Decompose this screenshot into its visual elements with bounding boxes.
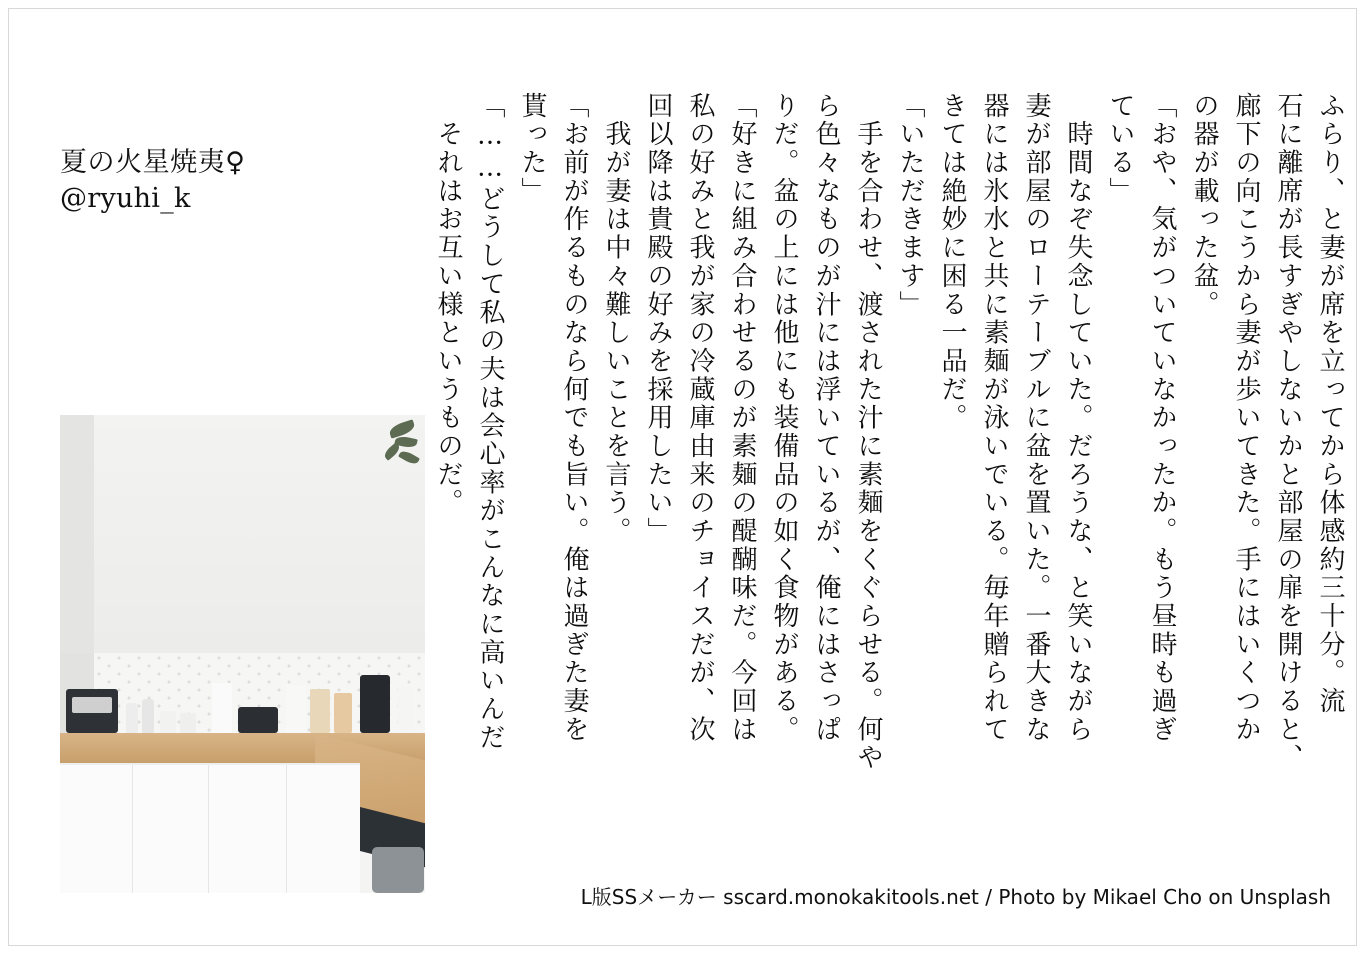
story-line: 「お前が作るものなら何でも旨い。俺は過ぎた妻を [559, 92, 589, 744]
story-line: 「好きに組み合わせるのが素麺の醍醐味だ。今回は [727, 92, 757, 744]
story-line: 器には氷水と共に素麺が泳いでいる。毎年贈られて [979, 92, 1009, 744]
story-line: 我が妻は中々難しいことを言う。 [601, 92, 631, 546]
photo-stool [372, 847, 424, 893]
photo-wall-side [60, 415, 94, 653]
photo-cabinets [60, 763, 360, 893]
author-handle: @ryuhi_k [60, 183, 191, 215]
story-line: 廊下の向こうから妻が歩いてきた。手にはいくつか [1231, 92, 1261, 744]
author-block [60, 145, 420, 218]
story-line: ふらり、と妻が席を立ってから体感約三十分。流 [1315, 92, 1345, 716]
kitchen-photo [60, 415, 425, 893]
story-line: きては絶妙に困る一品だ。 [937, 92, 967, 433]
story-line: 私の好みと我が家の冷蔵庫由来のチョイスだが、次 [685, 92, 715, 744]
footer-credit: L版SSメーカー sscard.monokakitools.net / Photo by Mikael Cho on Unsplash [580, 885, 1331, 909]
jar-object [160, 711, 176, 733]
canister-object [286, 685, 306, 733]
photo-counter-objects [60, 667, 425, 733]
story-line: それはお互い様というものだ。 [433, 92, 463, 518]
story-line: 時間なぞ失念していた。だろうな、と笑いながら [1063, 92, 1093, 744]
page-title: 夏の火星焼夷♀ [60, 147, 246, 178]
story-line: の器が載った盆。 [1189, 92, 1219, 319]
story-text [433, 92, 1345, 882]
plant-icon [375, 421, 421, 473]
story-line: 妻が部屋のローテーブルに盆を置いた。一番大きな [1021, 92, 1051, 744]
bottle-object [398, 687, 414, 733]
bottle-object [126, 703, 138, 733]
coffee-machine-object [360, 675, 390, 733]
canister-object [310, 689, 330, 733]
jar-object [180, 713, 196, 733]
story-line: 貰った」 [517, 92, 547, 206]
bottle-object [142, 699, 154, 733]
kettle-object [238, 707, 278, 733]
toaster-object [66, 689, 118, 733]
story-line: ら色々なものが汁には浮いているが、俺にはさっぱ [811, 92, 841, 744]
photo-wall [60, 415, 425, 653]
story-line: 石に離席が長すぎやしないかと部屋の扉を開けると、 [1273, 92, 1303, 773]
story-line: ている」 [1105, 92, 1135, 206]
story-line: 回以降は貴殿の好みを採用したい」 [643, 92, 673, 546]
story-line: 「おや、気がついていなかったか。もう昼時も過ぎ [1147, 92, 1177, 744]
story-line: 手を合わせ、渡された汁に素麺をくぐらせる。何や [853, 92, 883, 773]
canister-object [334, 693, 352, 733]
story-line: 「……どうして私の夫は会心率がこんなに高いんだ [475, 92, 505, 752]
canister-object [212, 683, 232, 733]
story-line: 「いただきます」 [895, 92, 925, 319]
story-line: りだ。盆の上には他にも装備品の如く食物がある。 [769, 92, 799, 744]
